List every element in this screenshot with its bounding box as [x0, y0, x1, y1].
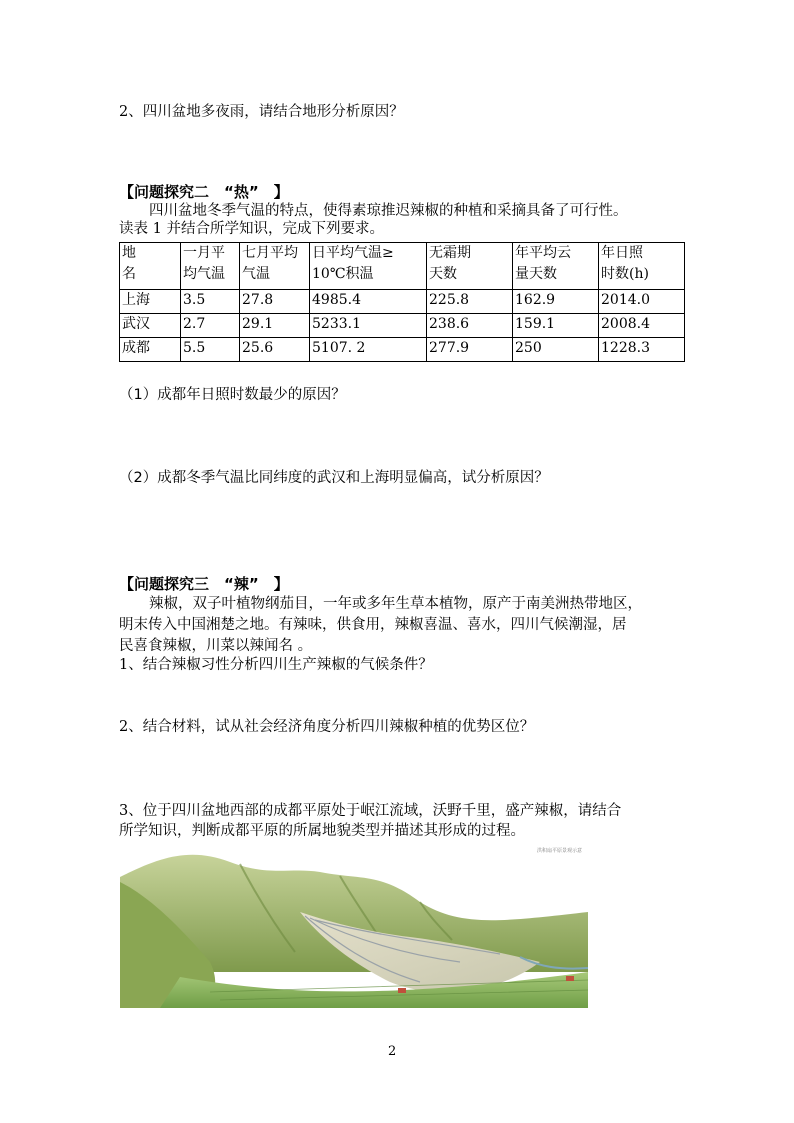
header-cell-sunshine: 年日照 时数(h)	[599, 243, 685, 290]
table-cell: 277.9	[427, 338, 513, 362]
table-cell: 5.5	[181, 338, 240, 362]
section2-question-1: （1）成都年日照时数最少的原因？	[119, 387, 346, 403]
section3-question-2: 2、结合材料，试从社会经济角度分析四川辣椒种植的优势区位？	[119, 719, 535, 735]
header-cell-jan-temp: 一月平 均气温	[181, 243, 240, 290]
table-cell: 4985.4	[310, 290, 427, 314]
question-2-night-rain: 2、四川盆地多夜雨，请结合地形分析原因？	[119, 104, 404, 120]
table-cell: 5107. 2	[310, 338, 427, 362]
table-cell: 2008.4	[599, 314, 685, 338]
header-cell-accumulated-temp: 日平均气温≥ 10℃积温	[310, 243, 427, 290]
section3-question-1: 1、结合辣椒习性分析四川生产辣椒的气候条件？	[119, 657, 433, 673]
table-header-row	[120, 243, 685, 290]
section3-heading: 【问题探究三 “辣” 】	[119, 575, 289, 593]
table-row	[120, 290, 685, 314]
table-cell: 162.9	[513, 290, 599, 314]
alluvial-fan-svg	[120, 842, 588, 1008]
section3-para-line2: 明末传入中国湘楚之地。有辣味，供食用，辣椒喜温、喜水，四川气候潮湿，居	[119, 617, 627, 633]
table-row	[120, 338, 685, 362]
table-cell: 29.1	[240, 314, 310, 338]
section3-question-3-line1: 3、位于四川盆地西部的成都平原处于岷江流域，沃野千里，盛产辣椒，请结合	[119, 803, 622, 819]
table-cell: 250	[513, 338, 599, 362]
section2-heading: 【问题探究二 “热” 】	[119, 183, 289, 201]
table-cell: 武汉	[120, 314, 181, 338]
table-cell: 25.6	[240, 338, 310, 362]
table-cell: 2014.0	[599, 290, 685, 314]
section3-para-line3: 民喜食辣椒，川菜以辣闻名 。	[119, 638, 313, 654]
table-cell: 5233.1	[310, 314, 427, 338]
table-cell: 3.5	[181, 290, 240, 314]
table-cell: 27.8	[240, 290, 310, 314]
section2-intro-line2: 读表 1 并结合所学知识，完成下列要求。	[119, 221, 384, 237]
page-number: 2	[388, 1044, 397, 1059]
table-cell: 1228.3	[599, 338, 685, 362]
table-cell: 238.6	[427, 314, 513, 338]
house-icon	[566, 976, 574, 981]
header-cell-jul-temp: 七月平均 气温	[240, 243, 310, 290]
alluvial-fan-illustration	[120, 842, 588, 1008]
section2-intro-line1: 四川盆地冬季气温的特点，使得素琼推迟辣椒的种植和采摘具备了可行性。	[149, 203, 628, 219]
climate-table	[119, 242, 685, 362]
header-cell-frost-free: 无霜期 天数	[427, 243, 513, 290]
header-cell-cloud-days: 年平均云 量天数	[513, 243, 599, 290]
table-cell: 成都	[120, 338, 181, 362]
house-icon	[398, 988, 406, 993]
section3-question-3-line2: 所学知识，判断成都平原的所属地貌类型并描述其形成的过程。	[119, 823, 525, 839]
section2-question-2: （2）成都冬季气温比同纬度的武汉和上海明显偏高，试分析原因？	[119, 470, 549, 486]
section3-para-line1: 辣椒，双子叶植物纲茄目，一年或多年生草本植物，原产于南美洲热带地区，	[149, 596, 642, 612]
table-cell: 2.7	[181, 314, 240, 338]
table-cell: 159.1	[513, 314, 599, 338]
table-cell: 上海	[120, 290, 181, 314]
table-row	[120, 314, 685, 338]
figure-caption: 洪积扇平原景观示意	[536, 848, 582, 854]
table-cell: 225.8	[427, 290, 513, 314]
header-cell-place: 地 名	[120, 243, 181, 290]
